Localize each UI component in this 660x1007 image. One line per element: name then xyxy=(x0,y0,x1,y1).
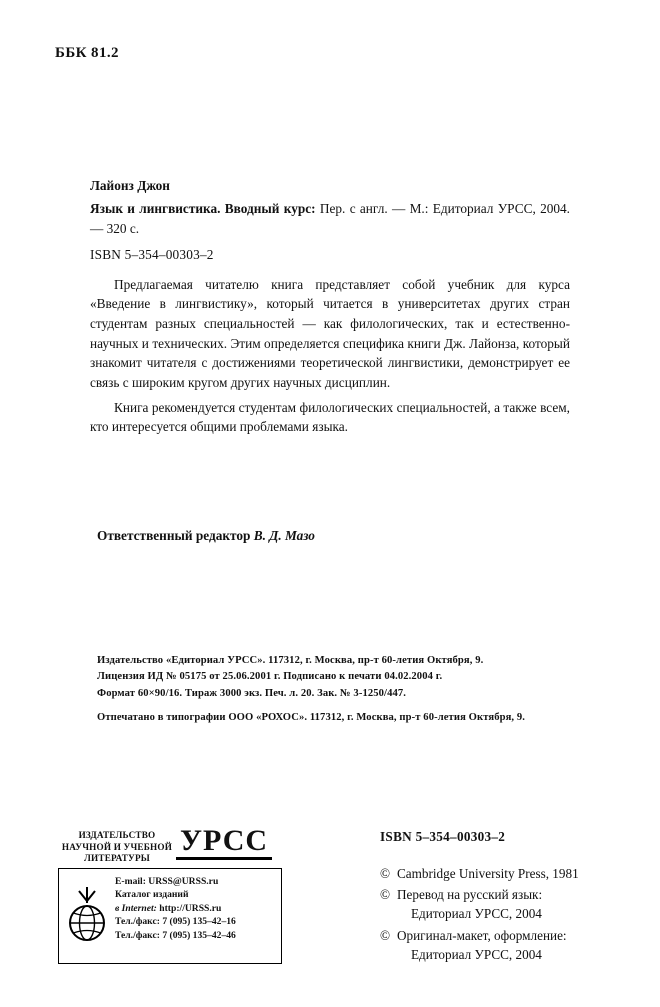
copyright-icon: © xyxy=(380,887,391,903)
copyright-row xyxy=(380,865,640,884)
bbk-code: ББК 81.2 xyxy=(55,45,119,61)
copyright-icon: © xyxy=(380,865,391,881)
publisher-descriptor xyxy=(58,826,176,865)
copyright-row xyxy=(380,886,640,923)
publisher-phone-1: Тел./факс: 7 (095) 135–42–16 xyxy=(115,916,236,928)
imprint-line-4: Отпечатано в типографии ООО «РОХОС». 117312, г. Москва, пр-т 60-летия Октября, 9. xyxy=(97,712,526,724)
imprint-line-3: Формат 60×90/16. Тираж 3000 экз. Печ. л. 20. Зак. № 3-1250/447. xyxy=(97,687,407,699)
title-imprint-line xyxy=(90,199,570,239)
globe-icon xyxy=(59,869,115,963)
imprint-block xyxy=(97,653,567,727)
publisher-phone-2: Тел./факс: 7 (095) 135–42–46 xyxy=(115,929,236,941)
copyright-icon: © xyxy=(380,927,391,943)
catalog-url: http://URSS.ru xyxy=(156,902,222,914)
isbn-bottom: ISBN 5–354–00303–2 xyxy=(380,829,506,844)
publisher-logo-block xyxy=(58,826,284,964)
annotation-paragraph-2: Книга рекомендуется студентам филологических специальностей, а также всем, кто интересуется общими проблемами языка. xyxy=(90,399,570,435)
responsible-editor xyxy=(97,528,315,544)
copyright-line-1: Cambridge University Press, 1981 xyxy=(397,865,579,881)
annotation-paragraph-1: Предлагаемая читателю книга представляет собой учебник для курса «Введение в лингвистику», который читается в университетах других стран студентам разных специальностей — как филологических, так и естественно-научных и технических. Этим определяется специфика книги Дж. Лайонза, который знакомит читателя с достижениями теоретической лингвистики, демонстрирует ее связь с широким кругом других научных дисциплин. xyxy=(90,276,570,391)
copyright-line-2: Едиториал УРСС, 2004 xyxy=(411,906,542,922)
imprint-line-2: Лицензия ИД № 05175 от 25.06.2001 г. Подписано к печати 04.02.2004 г. xyxy=(97,671,443,683)
imprint-line-1: Издательство «Едиториал УРСС». 117312, г. Москва, пр-т 60-летия Октября, 9. xyxy=(97,655,484,666)
publisher-contacts xyxy=(115,869,281,963)
author-name: Лайонз Джон xyxy=(90,178,170,193)
publisher-descriptor-line-1: ИЗДАТЕЛЬСТВО xyxy=(78,830,156,840)
rights-column xyxy=(380,828,640,967)
urss-wordmark: УРСС xyxy=(176,826,272,860)
copyright-text xyxy=(397,865,640,884)
bibliographic-block xyxy=(90,176,570,437)
copyright-line-1: Оригинал-макет, оформление: xyxy=(397,927,567,943)
isbn-top: ISBN 5–354–00303–2 xyxy=(90,246,214,262)
publisher-email[interactable]: E-mail: URSS@URSS.ru xyxy=(115,875,219,887)
publisher-catalog-line-1: Каталог изданий xyxy=(115,889,189,901)
publisher-logo-top xyxy=(58,826,284,865)
publisher-descriptor-line-2: НАУЧНОЙ И УЧЕБНОЙ ЛИТЕРАТУРЫ xyxy=(61,841,173,863)
copyright-text xyxy=(397,927,640,964)
title-imprint-rest: Пер. с англ. — М.: Едиториал УРСС, 2004. — 320 с. xyxy=(90,200,571,236)
copyright-row xyxy=(380,927,640,964)
responsible-editor-label: Ответственный редактор xyxy=(97,528,254,543)
copyright-line-1: Перевод на русский язык: xyxy=(397,887,543,903)
book-title: Язык и лингвистика. Вводный курс: xyxy=(90,200,316,216)
publisher-contact-box xyxy=(58,868,282,964)
catalog-internet-label: в Internet: xyxy=(115,902,157,914)
publisher-catalog-line-2[interactable] xyxy=(115,902,277,916)
copyright-line-2: Едиториал УРСС, 2004 xyxy=(411,946,542,962)
responsible-editor-name: В. Д. Мазо xyxy=(253,528,315,543)
copyright-text xyxy=(397,886,640,923)
